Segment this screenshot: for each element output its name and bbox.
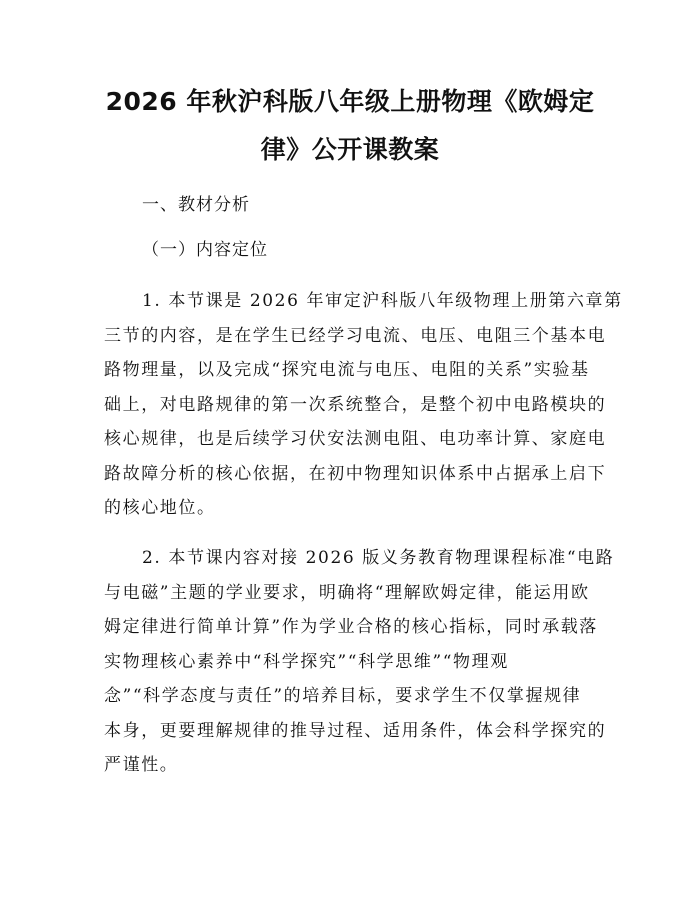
title-line-2: 律》公开课教案	[260, 135, 440, 164]
paragraph-2	[104, 541, 615, 783]
paragraph-1	[104, 284, 623, 526]
paragraph-1-line: 1. 本节课是 2026 年审定沪科版八年级物理上册第六章第	[142, 291, 623, 311]
paragraph-2-line: 严谨性。	[104, 755, 179, 775]
paragraph-1-line: 路物理量，以及完成“探究电流与电压、电阻的关系”实验基	[104, 360, 590, 380]
paragraph-2-line: 念”“科学态度与责任”的培养目标，要求学生不仅掌握规律	[104, 686, 582, 706]
title-line-1: 2026 年秋沪科版八年级上册物理《欧姆定	[105, 87, 595, 116]
paragraph-2-line: 姆定律进行简单计算”作为学业合格的核心指标，同时承载落	[104, 617, 598, 637]
paragraph-2-line: 实物理核心素养中“科学探究”“科学思维”“物理观	[104, 651, 509, 672]
paragraph-1-line: 核心规律，也是后续学习伏安法测电阻、电功率计算、家庭电	[104, 429, 607, 449]
paragraph-1-line: 的核心地位。	[104, 498, 216, 518]
paragraph-2-line: 与电磁”主题的学业要求，明确将“理解欧姆定律，能运用欧	[104, 582, 590, 603]
paragraph-1-line: 础上，对电路规律的第一次系统整合，是整个初中电路模块的	[104, 394, 607, 415]
section-heading: 一、教材分析	[142, 195, 250, 215]
paragraph-2-line: 2. 本节课内容对接 2026 版义务教育物理课程标准“电路	[142, 548, 615, 568]
sub-heading: （一）内容定位	[142, 240, 268, 260]
paragraph-1-line: 三节的内容，是在学生已经学习电流、电压、电阻三个基本电	[104, 325, 607, 346]
paragraph-2-line: 本身，更要理解规律的推导过程、适用条件，体会科学探究的	[104, 720, 607, 741]
document-title	[100, 78, 600, 174]
paragraph-1-line: 路故障分析的核心依据，在初中物理知识体系中占据承上启下	[104, 463, 607, 484]
